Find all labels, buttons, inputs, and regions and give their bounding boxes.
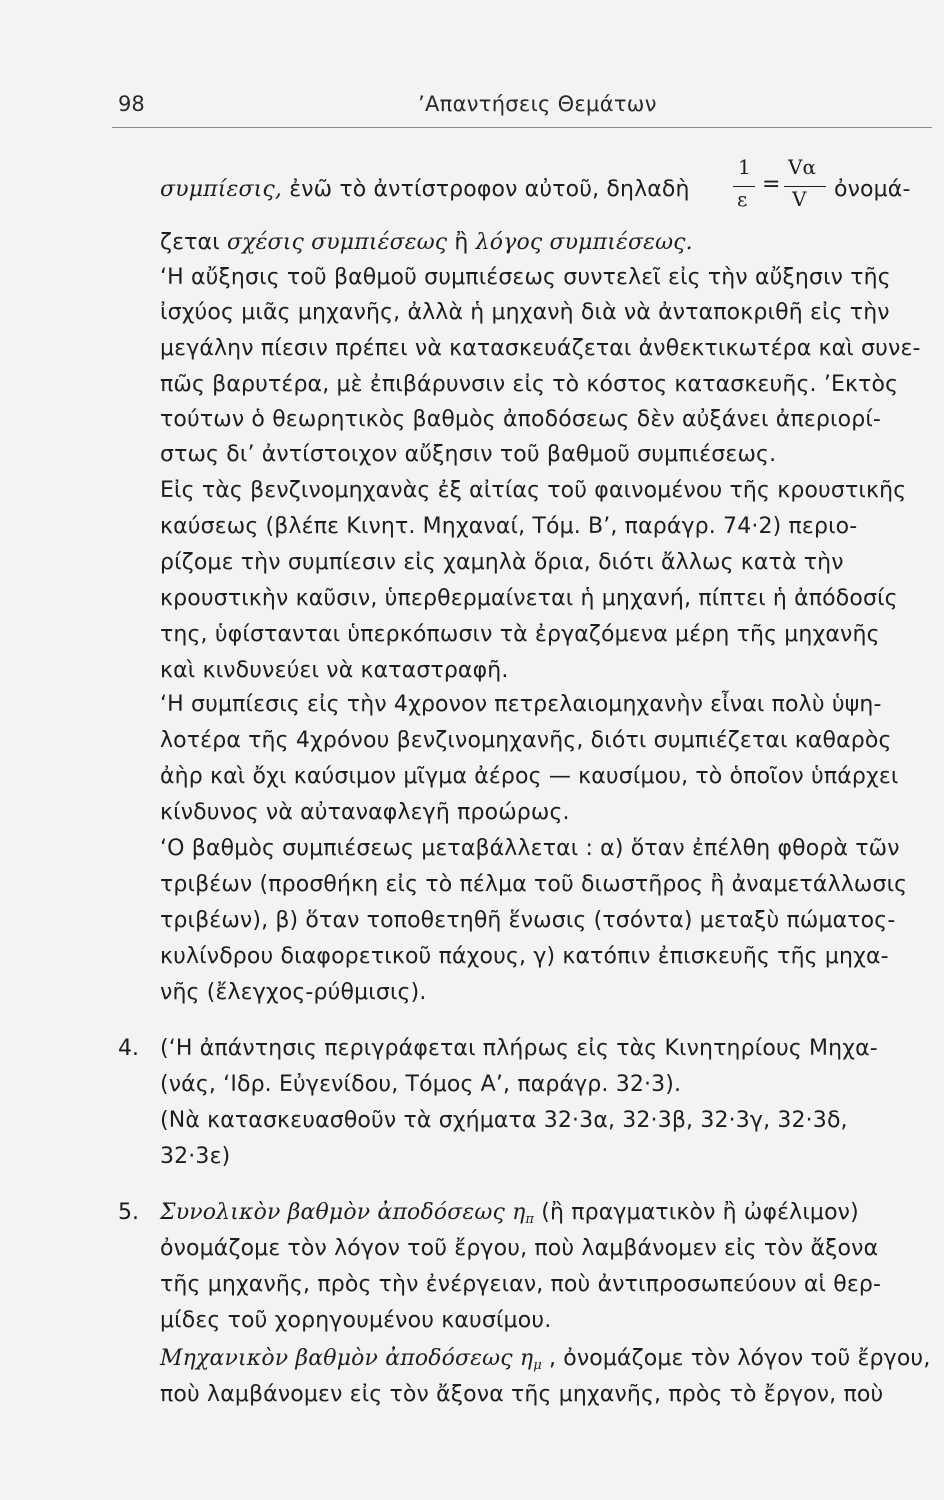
text-line: ‘Ο βαθμὸς συμπιέσεως μεταβάλλεται : α) ὅταν ἐπέλθη φθορὰ τῶν — [160, 836, 900, 861]
text-line: (Νὰ κατασκευασθοῦν τὰ σχήματα 32·3α, 32·3β, 32·3γ, 32·3δ, — [160, 1108, 848, 1133]
fraction-denominator: ε — [737, 187, 748, 211]
text-line: ἀὴρ καὶ ὄχι καύσιμον μῖγμα ἀέρος — καυσίμου, τὸ ὁποῖον ὑπάρχει — [160, 764, 899, 789]
subscript-pi: π — [525, 1212, 535, 1227]
fraction-numerator: 1 — [738, 155, 751, 179]
text-line — [160, 228, 693, 258]
text-line: τούτων ὁ θεωρητικὸς βαθμὸς ἀποδόσεως δὲν αὐξάνει ἀπεριορί- — [160, 407, 882, 432]
text-line: ὀνομά- — [834, 177, 911, 202]
text-line — [160, 1344, 930, 1381]
text-line: νῆς (ἔλεγχος-ρύθμισις). — [160, 980, 427, 1005]
fraction-denominator: V — [792, 187, 807, 211]
text-line: ‘Η αὔξησις τοῦ βαθμοῦ συμπιέσεως συντελεῖ εἰς τὴν αὔξησιν τῆς — [160, 265, 891, 290]
fraction-numerator: Vα — [788, 155, 816, 179]
text-line: ἰσχύος μιᾶς μηχανῆς, ἀλλὰ ἡ μηχανὴ διὰ νὰ ἀνταποκριθῆ εἰς τὴν — [160, 300, 890, 325]
text-line: Εἰς τὰς βενζινομηχανὰς ἐξ αἰτίας τοῦ φαινομένου τῆς κρουστικῆς — [160, 478, 907, 503]
text-segment: ζεται — [160, 230, 227, 255]
text-line — [160, 1198, 859, 1235]
text-line — [160, 175, 690, 205]
text-line: (‘Η ἀπάντησις περιγράφεται πλήρως εἰς τὰς Κινητηρίους Μηχα- — [160, 1036, 878, 1061]
running-title: ’Απαντήσεις Θεμάτων — [418, 92, 657, 116]
text-line: στως δι’ ἀντίστοιχον αὔξησιν τοῦ βαθμοῦ συμπιέσεως. — [160, 442, 777, 467]
text-line: καύσεως (βλέπε Κινητ. Μηχαναί, Τόμ. Β’, παράγρ. 74·2) περιο- — [160, 514, 858, 539]
text-line: της, ὑφίστανται ὑπερκόπωσιν τὰ ἐργαζόμενα μέρη τῆς μηχανῆς — [160, 622, 880, 647]
term-compression-ratio-alt: λόγος συμπιέσεως. — [475, 230, 693, 255]
text-line: ὀνομάζομε τὸν λόγον τοῦ ἔργου, ποὺ λαμβάνομεν εἰς τὸν ἄξονα — [160, 1236, 879, 1261]
text-segment: ἐνῶ τὸ ἀντίστροφον αὐτοῦ, δηλαδὴ — [282, 177, 690, 202]
term-mechanical-efficiency: Μηχανικὸν βαθμὸν ἀποδόσεως η — [160, 1346, 534, 1371]
header-rule — [112, 127, 932, 128]
item-number-5: 5. — [118, 1200, 139, 1225]
text-line: ‘Η συμπίεσις εἰς τὴν 4χρονον πετρελαιομηχανὴν εἶναι πολὺ ὑψη- — [160, 692, 882, 717]
text-line: μεγάλην πίεσιν πρέπει νὰ κατασκευάζεται ἀνθεκτικωτέρα καὶ συνε- — [160, 336, 921, 361]
text-segment: ἢ — [447, 230, 476, 255]
text-line: κρουστικὴν καῦσιν, ὑπερθερμαίνεται ἡ μηχανή, πίπτει ἡ ἀπόδοσίς — [160, 586, 898, 611]
text-line: τριβέων (προσθήκη εἰς τὸ πέλμα τοῦ διωστῆρος ἢ ἀναμετάλλωσις — [160, 872, 908, 897]
term-compression-ratio: σχέσις συμπιέσεως — [226, 230, 448, 255]
text-line: ποὺ λαμβάνομεν εἰς τὸν ἄξονα τῆς μηχανῆς, πρὸς τὸ ἔργον, ποὺ — [160, 1382, 884, 1407]
text-segment: , ὀνομάζομε τὸν λόγον τοῦ ἔργου, — [541, 1346, 931, 1371]
term-compression: συμπίεσις, — [160, 177, 283, 202]
page-number: 98 — [118, 92, 145, 116]
text-line: (νάς, ‘Ιδρ. Εὐγενίδου, Τόμος Α’, παράγρ. 32·3). — [160, 1072, 682, 1097]
term-overall-efficiency: Συνολικὸν βαθμὸν ἀποδόσεως η — [160, 1200, 526, 1225]
subscript-mu: μ — [533, 1358, 542, 1373]
item-number-4: 4. — [118, 1036, 139, 1061]
text-line: πῶς βαρυτέρα, μὲ ἐπιβάρυνσιν εἰς τὸ κόστος κατασκευῆς. ’Εκτὸς — [160, 372, 899, 397]
text-line: τριβέων), β) ὅταν τοποθετηθῆ ἕνωσις (τσόντα) μεταξὺ πώματος- — [160, 908, 896, 933]
text-line: κίνδυνος νὰ αὐταναφλεγῆ προώρως. — [160, 800, 570, 825]
fraction-one-over-epsilon — [733, 155, 755, 221]
text-segment: (ἢ πραγματικὸν ἢ ὠφέλιμον) — [534, 1200, 859, 1225]
equals-sign: = — [762, 172, 781, 197]
text-line: τῆς μηχανῆς, πρὸς τὴν ἐνέργειαν, ποὺ ἀντιπροσωπεύουν αἱ θερ- — [160, 1272, 882, 1297]
page-header — [118, 92, 933, 124]
text-line: μίδες τοῦ χορηγουμένου καυσίμου. — [160, 1308, 552, 1333]
text-line: καὶ κινδυνεύει νὰ καταστραφῆ. — [160, 658, 509, 683]
text-line: ρίζομε τὴν συμπίεσιν εἰς χαμηλὰ ὅρια, διότι ἄλλως κατὰ τὴν — [160, 550, 844, 575]
fraction-va-over-v — [784, 155, 826, 221]
text-line: 32·3ε) — [160, 1144, 231, 1169]
text-line: λοτέρα τῆς 4χρόνου βενζινομηχανῆς, διότι συμπιέζεται καθαρὸς — [160, 728, 892, 753]
text-line: κυλίνδρου διαφορετικοῦ πάχους, γ) κατόπιν ἐπισκευῆς τῆς μηχα- — [160, 944, 889, 969]
